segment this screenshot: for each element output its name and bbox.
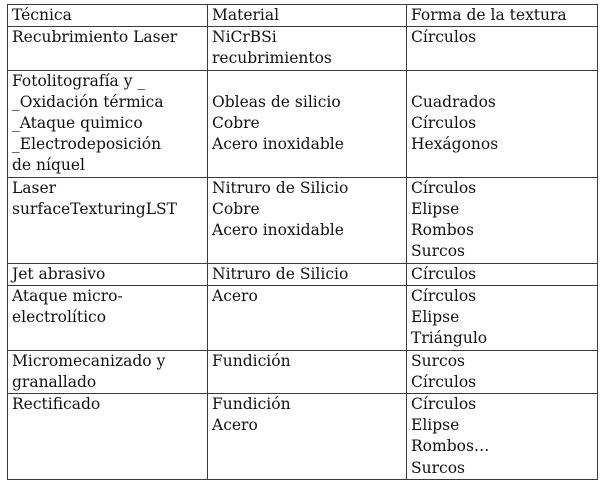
cell-line	[212, 71, 403, 92]
cell-line: Laser	[12, 178, 57, 197]
table-row	[8, 394, 598, 480]
cell-line: Acero inoxidable	[212, 135, 344, 154]
cell-line: granallado	[12, 372, 97, 391]
table-row	[8, 177, 598, 263]
cell-line: Rectificado	[12, 395, 101, 414]
cell-line: Jet abrasivo	[12, 264, 106, 283]
cell-line: Surcos	[411, 351, 465, 370]
header-cell-material: Material	[208, 5, 407, 27]
cell-line: recubrimientos	[212, 49, 332, 68]
cell-line: Elipse	[411, 307, 460, 326]
cell-material	[208, 177, 407, 263]
cell-line: Nitruro de Silicio	[212, 178, 349, 197]
cell-line: Cobre	[212, 113, 260, 132]
cell-line: Triángulo	[411, 329, 488, 348]
cell-forma	[407, 27, 598, 70]
cell-forma	[407, 394, 598, 480]
cell-line: Círculos	[411, 286, 477, 305]
cell-line: Surcos	[411, 458, 465, 477]
cell-line: _Electrodeposición	[12, 135, 162, 154]
cell-line: Círculos	[411, 264, 477, 283]
cell-material	[208, 350, 407, 393]
cell-line: Elipse	[411, 199, 460, 218]
cell-tecnica	[8, 27, 208, 70]
cell-line	[411, 71, 594, 92]
cell-forma	[407, 177, 598, 263]
cell-line: _Oxidación térmica	[12, 92, 164, 111]
cell-line: NiCrBSi	[212, 28, 277, 47]
cell-line: Rombos	[411, 220, 474, 239]
cell-line: Nitruro de Silicio	[212, 264, 349, 283]
table-row	[8, 263, 598, 285]
cell-material	[208, 263, 407, 285]
cell-line: Ataque micro-	[12, 286, 123, 305]
cell-line: Fundición	[212, 351, 291, 370]
cell-material	[208, 70, 407, 177]
cell-line: Recubrimiento Laser	[12, 28, 178, 47]
cell-forma	[407, 285, 598, 350]
cell-tecnica	[8, 263, 208, 285]
cell-line: Surcos	[411, 242, 465, 261]
cell-line: Elipse	[411, 416, 460, 435]
cell-tecnica	[8, 70, 208, 177]
cell-line: Círculos	[411, 372, 477, 391]
cell-line: Círculos	[411, 395, 477, 414]
cell-line: Cuadrados	[411, 92, 496, 111]
cell-line: Obleas de silicio	[212, 92, 341, 111]
cell-line: Acero inoxidable	[212, 220, 344, 239]
cell-line: Fotolitografía y _	[12, 71, 146, 90]
cell-forma	[407, 70, 598, 177]
cell-line: Círculos	[411, 28, 477, 47]
cell-tecnica	[8, 177, 208, 263]
cell-line: Rombos…	[411, 437, 490, 456]
cell-line: surfaceTexturingLST	[12, 199, 177, 218]
table-row	[8, 285, 598, 350]
texturing-techniques-table	[7, 4, 598, 480]
cell-material	[208, 394, 407, 480]
header-cell-forma: Forma de la textura	[407, 5, 598, 27]
cell-tecnica	[8, 394, 208, 480]
cell-material	[208, 27, 407, 70]
cell-line: Círculos	[411, 178, 477, 197]
cell-tecnica	[8, 350, 208, 393]
table-row	[8, 27, 598, 70]
table-row	[8, 70, 598, 177]
cell-line: Cobre	[212, 199, 260, 218]
cell-line: Micromecanizado y	[12, 351, 166, 370]
cell-line: de níquel	[12, 156, 85, 175]
cell-line: Círculos	[411, 113, 477, 132]
cell-line: Hexágonos	[411, 135, 499, 154]
cell-line: Acero	[212, 416, 258, 435]
table-row	[8, 350, 598, 393]
cell-line: Fundición	[212, 395, 291, 414]
cell-line: electrolítico	[12, 307, 107, 326]
header-cell-tecnica: Técnica	[8, 5, 208, 27]
cell-forma	[407, 263, 598, 285]
header-row	[8, 5, 598, 27]
cell-line: _Ataque quimico	[12, 113, 143, 132]
cell-forma	[407, 350, 598, 393]
cell-material	[208, 285, 407, 350]
cell-tecnica	[8, 285, 208, 350]
cell-line: Acero	[212, 286, 258, 305]
